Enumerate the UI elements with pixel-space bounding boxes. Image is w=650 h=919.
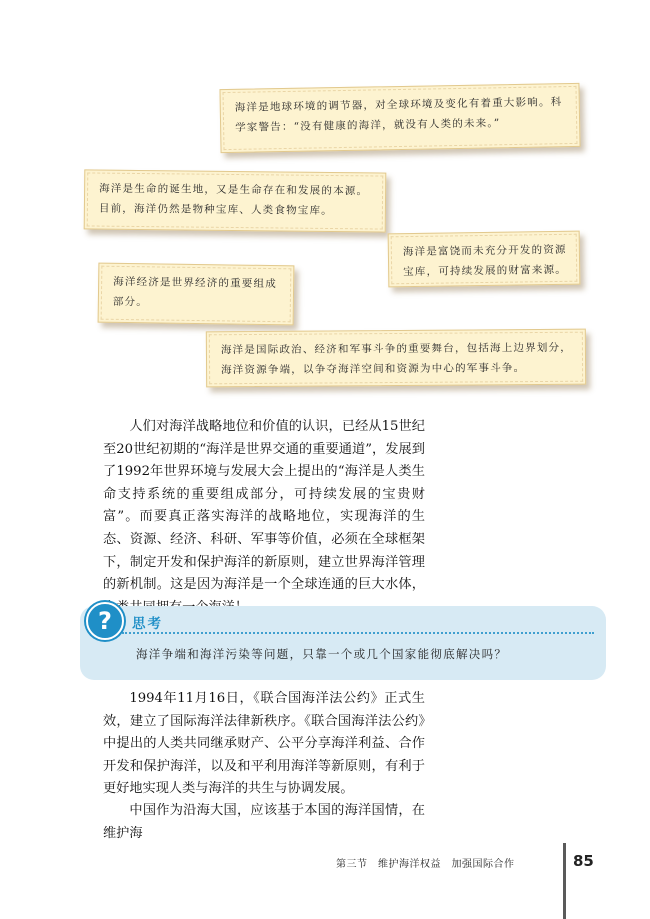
body-paragraph-2: 1994年11月16日，《联合国海洋法公约》正式生效，建立了国际海洋法律新秩序。《联合国海洋法公约》中提出的人类共同继承财产、公平分享海洋利益、合作开发和保护海洋，以及和平利用海洋等新原则，有利于更好地实现人类与海洋的共生与协调发展。: [103, 691, 425, 797]
note-international-stage: 海洋是国际政治、经济和军事斗争的重要舞台，包括海上边界划分，海洋资源争端，以争夺海洋空间和资源为中心的军事斗争。: [206, 329, 586, 388]
question-mark-icon: ?: [86, 602, 124, 640]
footer-section-title: 第三节 维护海洋权益 加强国际合作: [336, 859, 515, 870]
think-box: [80, 606, 606, 680]
footer-divider: [563, 843, 566, 919]
think-title: 思考: [132, 616, 163, 632]
body-paragraph-1: 人们对海洋战略地位和价值的认识，已经从15世纪至20世纪初期的“海洋是世界交通的重要通道”，发展到了1992年世界环境与发展大会上提出的“海洋是人类生命支持系统的重要组成部分，可持续发展的宝贵财富”。而要真正落实海洋的战略地位，实现海洋的生态、资源、经济、科研、军事等价值，必须在全球框架下，制定开发和保护海洋的新原则，建立世界海洋管理的新机制。这是因为海洋是一个全球连通的巨大水体，: [103, 419, 425, 593]
note-environment: 海洋是地球环境的调节器，对全球环境及变化有着重大影响。科学家警告：“没有健康的海洋，就没有人类的未来。”: [219, 83, 580, 153]
page-number: 85: [573, 852, 594, 870]
think-divider: [122, 632, 594, 634]
note-resource-treasury: 海洋是富饶而未充分开发的资源宝库，可持续发展的财富来源。: [388, 231, 581, 288]
think-question: 海洋争端和海洋污染等问题，只靠一个或几个国家能彻底解决吗？: [136, 647, 508, 661]
body-paragraph-3: 中国作为沿海大国，应该基于本国的海洋国情，在维护海: [103, 803, 425, 841]
note-ocean-economy: 海洋经济是世界经济的重要组成部分。: [98, 263, 295, 326]
note-life-origin: 海洋是生命的诞生地，又是生命存在和发展的本源。目前，海洋仍然是物种宝库、人类食物宝库。: [84, 169, 387, 232]
